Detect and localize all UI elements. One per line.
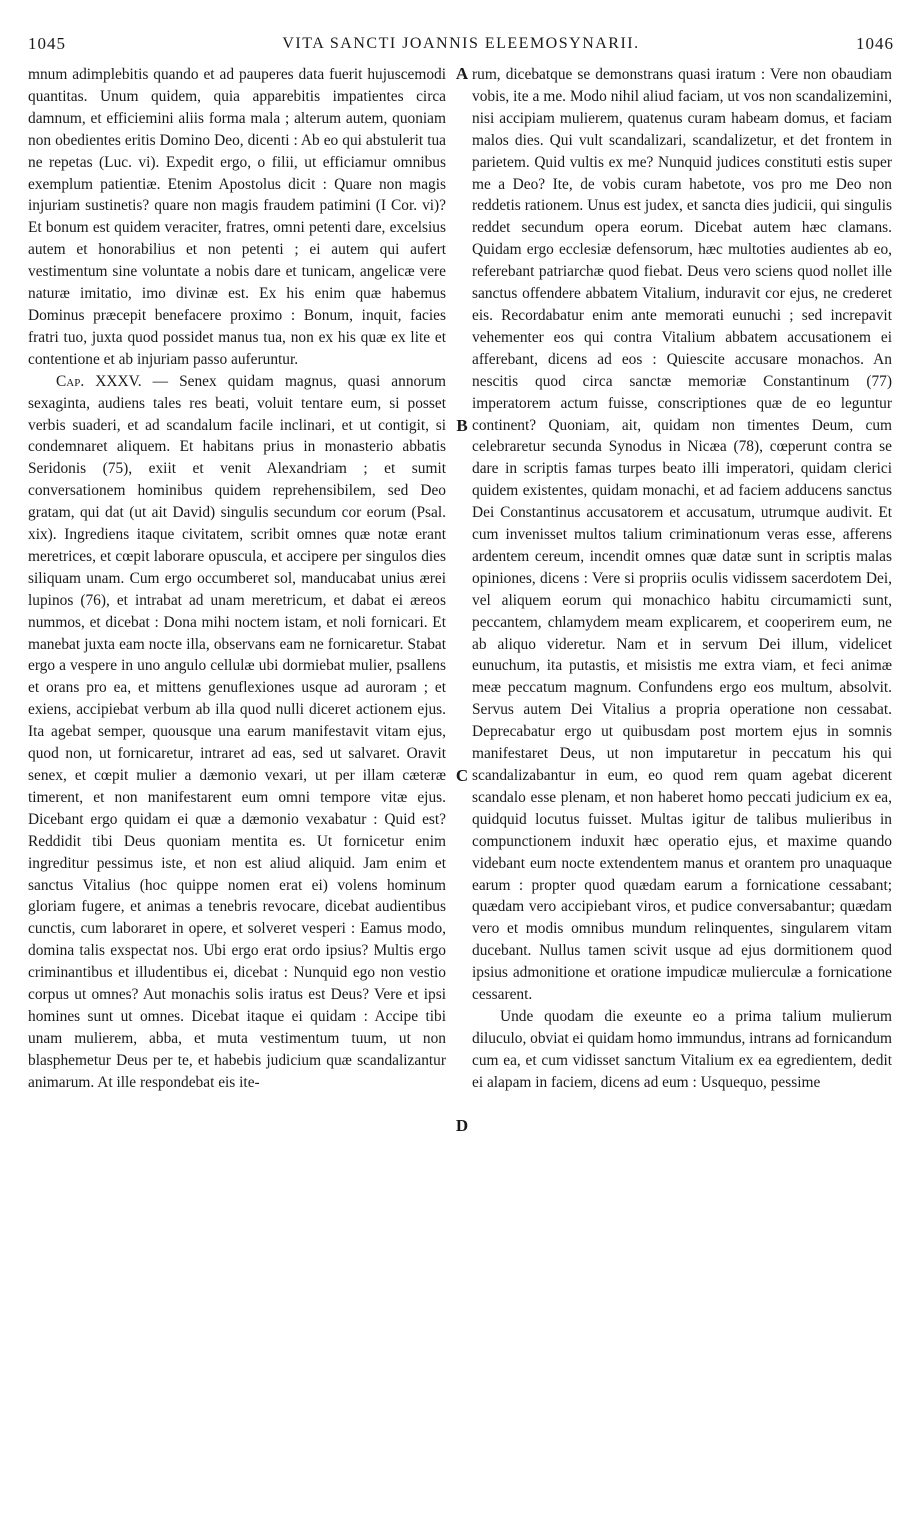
- chapter-heading: Cap. XXXV.: [56, 372, 142, 390]
- margin-marker-c: C: [455, 766, 469, 785]
- page-number-left: 1045: [28, 34, 66, 53]
- right-paragraph-1: rum, dicebatque se demonstrans quasi iratum : Vere non obaudiam vobis, ite a me. Modo nihil aliud faciam, ut vos non scandalizemini, nisi accipiam mulierem, quatenus curam habeam domus, et faciam malos dies. Qui vult scandalizari, scandalizetur, et det frontem in parietem. Quid vultis ex me? Nunquid judices constituti estis super me a Deo? Ite, de vobis curam habetote, vos pro me Deo non reddetis rationem. Unus est judex, et sancta dies judicii, qui singulis reddet secundum opera eorum. Dicebat autem hæc clamans. Quidam ergo ecclesiæ defensorum, hæc multoties audientes ab eo, referebant patriarchæ quod fiebat. Deus vero sciens quod nollet ille sanctus offendere abbatem Vitalium, induravit cor ejus, ne crederet eis. Recordabatur enim ante memorati eunuchi ; sed increpavit vehementer eos qui contra Vitalium abbatem accusationem ei afferebant, dicens ad eos : Quiescite accusare monachos. An nescitis quod circa sanctæ memoriæ Constantinum (77) imperatorem actum fuisse, conscriptiones quæ de eo leguntur continent? Quoniam, ait, quidam non timentes Deum, cum celebraretur secunda Synodus in Nicæa (78), cœperunt contra se dare in scriptis famas turpes beato illi imperatori, quidam clerici quidem existentes, quidam monachi, et ad faciem adducens sanctus Dei Constantinus accusatorem et accusatum, utrumque audivit. Et cum invenisset multos talium criminationum veras esse, afferens ardentem cereum, incendit omnes quæ datæ sunt in scriptis malas opiniones, dicens : Vere si propriis oculis vidissem sacerdotem Dei, vel aliquem eorum qui monachico habitu circumamicti sunt, peccantem, chlamydem meam explicarem, et cooperirem eum, ne ab aliquo videretur. Nam et in servum Dei illum, videlicet eunuchum, ita putastis, et misistis me extra viam, et feci animæ meæ peccatum magnum. Confundens ergo eos multum, absolvit. Servus autem Dei Vitalius a propria operatione non cessabat. Deprecabatur ergo ut quibusdam post mortem ejus in somnis manifestaret Deus, ut non imputaretur in peccatum his qui scandalizabantur in eum, eo quod rem quam agebat dicerent scandalo esse plenam, et non haberet homo peccati judicium ex ea, quidquid locutus fuisset. Multas igitur de talibus mulieribus in compunctionem induxit hæc operatio ejus, et maxime quando videbant eum nocte extendentem manus et orantem pro unaquaque earum : propter quod quædam earum a fornicatione cessabant; quædam vero accipiebant viros, et pudice conversabantur; quædam vero et modis omnibus mundum relinquentes, singularem vitam ducebant. Nullus tamen scivit usque ad ejus dormitionem quod ipsius admonitione et oratione impudicæ mulierculæ a fornicatione cessarent.: [472, 66, 892, 1004]
- left-paragraph-2-text: — Senex quidam magnus, quasi annorum sexaginta, audiens tales res beati, voluit tentare eum, si posset verbis suaderi, et ad scandalum facile inclinari, et ut contigit, si condemnaret aliquem. Et habitans prius in monasterio abbatis Seridonis (75), exiit et venit Alexandriam ; et sumit conversationem hominibus quidem reprehensibilem, sed Deo gratam, qui dat (ut ait David) singulis secundum cor eorum (Psal. xix). Ingrediens itaque civitatem, scribit omnes quæ notæ erant meretrices, et cœpit laborare opuscula, et accipere per singulos dies siliquam unam. Cum ergo occumberet sol, manducabat unius ærei lupinos (76), et intrabat ad unam meretricum, et dabat ei æreos nummos, et dicebat : Dona mihi noctem istam, et noli fornicari. Et manebat juxta eam nocte illa, observans eam ne fornicaretur. Stabat ergo a vespere in uno angulo cellulæ ubi dormiebat mulier, psallens et orans pro ea, et mittens genuflexiones usque ad auroram ; et exiens, accipiebat verbum ab illa quod nulli diceret actionem ejus. Ita agebat semper, quousque una earum manifestavit vitam ejus, quod non, ut fornicaretur, intraret ad eas, sed ut salvaret. Oravit senex, et cœpit mulier a dæmonio vexari, ut per illam cæteræ timerent, et non manifestarent eum omni tempore vitæ ejus. Dicebant ergo quidam ei quæ a dæmonio vexabatur : Quid est? Reddidit tibi Deus quoniam mentita es. Ut fornicetur enim ingreditur pessimus iste, et non est aliud aliquid. Jam enim et sanctus Vitalius (hoc quippe nomen erat ei) volens hominum gloriam fugere, et animas a tenebris revocare, dicebat audientibus cunctis, cum laboraret in opere, et solveret vesperi : Eamus modo, domina talis exspectat nos. Ubi ergo erat ordo ipsius? Multis ergo criminantibus et illudentibus ei, dicebat : Nunquid ego non vestio corpus ut omnes? Aut monachis solis iratus est Deus? Vere et ipsi homines sunt ut omnes. Dicebat itaque ei quidam : Accipe tibi unam mulierem, abba, et muta vestimentum tuum, ut non blasphemetur Deus per te, et habebis judicium quæ scandalizantur animarum. At ille respondebat eis ite-: [28, 372, 447, 1091]
- right-column: [472, 64, 892, 1094]
- margin-marker-d: D: [455, 1116, 469, 1135]
- left-paragraph-1: mnum adimplebitis quando et ad pauperes data fuerit hujuscemodi quantitas. Unum quidem, quia apparebitis impatientes circa damnum, et efficiemini aliis forma mala ; alterum autem, quoniam non obedientes eritis Domino Deo, dicenti : Ab eo qui abstulerit tua ne repetas (Luc. vi). Expedit ergo, o filii, ut efficiamur omnibus exemplum patientiæ. Etenim Apostolus dicit : Quare non magis injuriam sustinetis? quare non magis fraudem patimini (I Cor. vi)? Et bonum est quidem veraciter, fratres, omni petenti dare, excelsius autem et honorabilius et non petenti ; ei autem qui aufert vestimentum sine voluntate a nobis dare et tunicam, angelicæ vere naturæ imitatio, imo divinæ est. Ex his enim quæ habemus Dominus præcepit benefacere proximo : Bonum, inquit, facies fratri tuo, juxta quod possidet manus tua, non ex his quæ ex lite et contentione et ab injuriam passo auferuntur.: [28, 66, 446, 368]
- margin-marker-b: B: [456, 416, 468, 435]
- left-paragraph-2: [28, 371, 446, 1094]
- right-paragraph-2: Unde quodam die exeunte eo a prima talium mulierum diluculo, obviat ei quidam homo immundus, intrans ad fornicandum cum ea, et cum vidisset sanctum Vitalium ex ea egredientem, dedit ei alapam in faciem, dicens ad eum : Usquequo, pessime: [472, 1007, 892, 1091]
- running-title: VITA SANCTI JOANNIS ELEEMOSYNARII.: [282, 35, 640, 52]
- running-header: [28, 30, 894, 58]
- margin-marker-a: A: [455, 64, 469, 83]
- page-number-right: 1046: [855, 34, 894, 53]
- left-column: [28, 64, 446, 1094]
